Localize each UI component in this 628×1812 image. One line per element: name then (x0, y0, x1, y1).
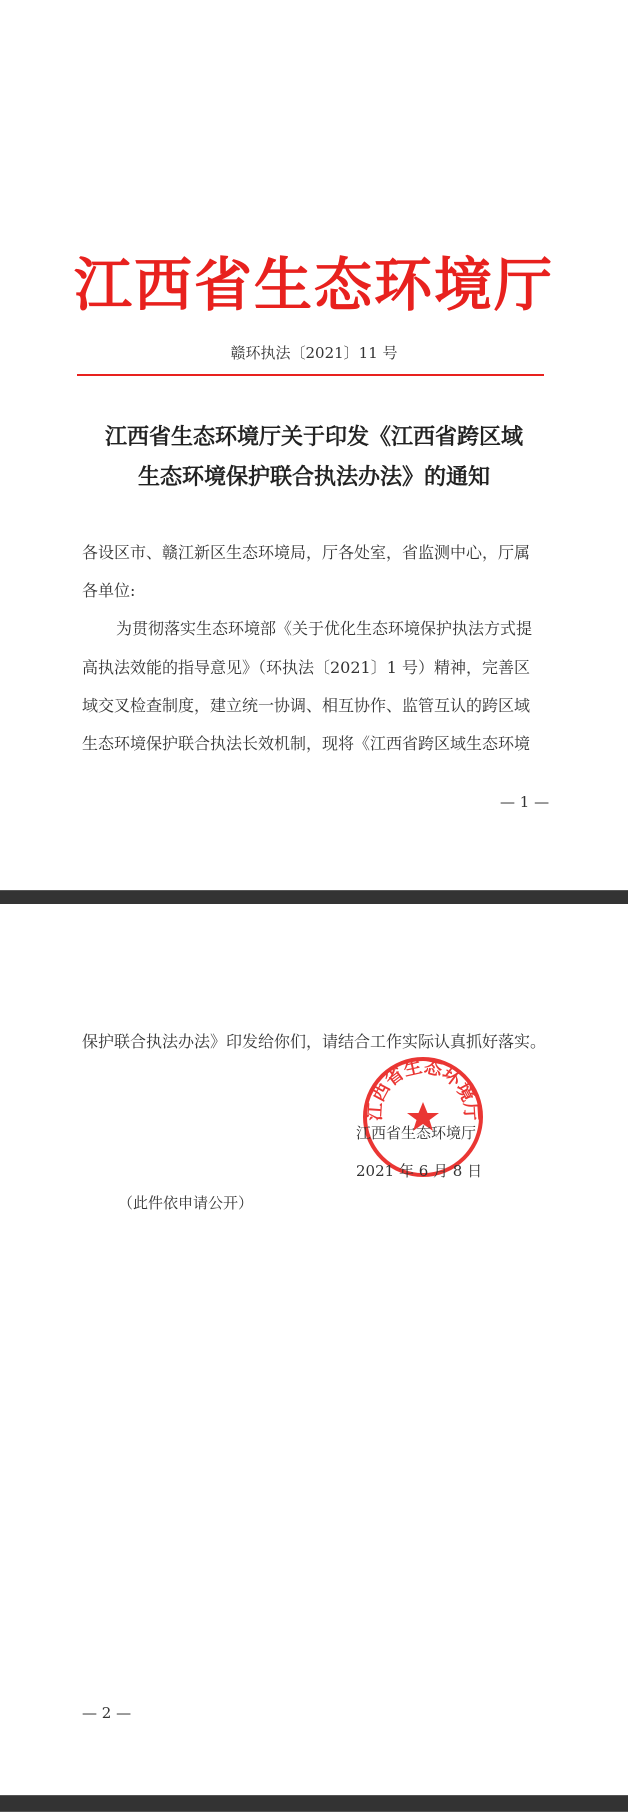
document-title-line-2: 生态环境保护联合执法办法》的通知 (137, 464, 490, 490)
document-page-1 (0, 0, 628, 890)
signing-date: 2021 年 6 月 8 日 (356, 1162, 483, 1180)
red-divider-line (77, 374, 544, 376)
page-number: — 1 — (500, 793, 550, 811)
body-text-line: 生态环境保护联合执法长效机制，现将《江西省跨区域生态环境 (82, 734, 531, 753)
disclosure-note: （此件依申请公开） (118, 1194, 254, 1212)
body-text-line: 为贯彻落实生态环境部《关于优化生态环境保护执法方式提 (116, 619, 533, 638)
body-text-line: 保护联合执法办法》印发给你们，请结合工作实际认真抓好落实。 (82, 1032, 547, 1051)
page-separator (0, 1795, 628, 1812)
body-text-line: 各设区市、赣江新区生态环境局，厅各处室，省监测中心，厅属 (82, 543, 531, 562)
document-number: 赣环执法〔2021〕11 号 (230, 344, 398, 362)
body-text-line: 域交叉检查制度，建立统一协调、相互协作、监管互认的跨区域 (82, 696, 531, 715)
body-text-line: 各单位: (82, 581, 136, 600)
page-number: — 2 — (82, 1704, 132, 1722)
document-title-line-1: 江西省生态环境厅关于印发《江西省跨区域 (104, 424, 523, 450)
svg-text:江西省生态环境厅: 江西省生态环境厅 (364, 1056, 482, 1122)
signing-organization: 江西省生态环境厅 (356, 1124, 477, 1142)
issuing-organization-header: 江西省生态环境厅 (73, 251, 554, 319)
document-page-2 (0, 904, 628, 1795)
body-text-line: 高执法效能的指导意见》（环执法〔2021〕1 号）精神，完善区 (82, 658, 530, 677)
